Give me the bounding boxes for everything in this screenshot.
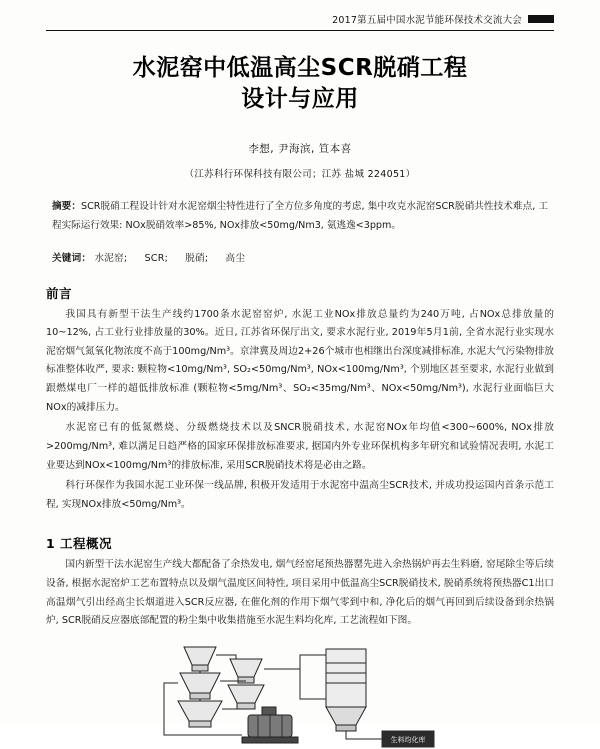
author-list: 李想, 尹海滨, 笪本喜	[248, 143, 352, 156]
abstract	[46, 198, 554, 235]
title-line-2: 设计与应用	[241, 86, 359, 113]
section-heading-project-overview: 1 工程概况	[46, 536, 113, 552]
abstract-label: 摘要：	[52, 201, 82, 213]
paragraph: 国内新型干法水泥窑生产线大都配备了余热发电, 烟气经窑尾预热器罂先进入余热锅炉再去生料磨, 窑尾除尘等后续设备, 根据水泥窑炉工艺布置特点以及烟气温度区间特性, 项目采用中低温高尘SCR脱硝技术, 脱硝系统将预热器C1出口高温烟气引出经高尘长烟道进入SCR反应器, 在催化剂的作用下烟气零到中和, 净化后的烟气再回到后续设备到余热锅炉, SCR脱硝反应器底部配置的粉尘集中收集措施至水泥生料均化库, 工艺流程如下图。	[46, 559, 554, 627]
paragraph: 我国具有新型干法生产线约1700条水泥窑窑炉, 水泥工业NOx排放总量约为240万吨, 占NOx总排放量的10~12%, 占工业行业排放量的30%。近日, 江苏省环保厅出文, 要求水泥行业, 2019年5月1前, 全省水泥行业实现水泥窑烟气氮氧化物浓度不高于100mg/Nm³。京津冀及周边2+26个城市也相继出台深度减排标准, 水泥大气污染物排放标准整体收严, 要求: 颗粒物<10mg/Nm³, SO₂<50mg/Nm³, NOx<100mg/Nm³, 个别地区甚至要求, 水泥行业做到跟燃煤电厂一样的超低排放标准 (颗粒物<5mg/Nm³、SO₂<35mg/Nm³、NOx<50mg/Nm³), 水泥行业面临巨大NOx的减排压力。	[46, 308, 554, 413]
figure-label-raw-meal-silo: 生料均化库	[390, 735, 426, 744]
paragraph: 水泥窑已有的低氮燃烧、分级燃烧技术以及SNCR脱硝技术, 水泥窑NOx年均值<300~600%, NOx排放>200mg/Nm³, 难以满足日趋严格的国家环保排放标准要求, 据国内外专业环保机构多年研究和试验情况表明, 水泥工业要达到NOx<100mg/Nm³的排放标准, 采用SCR脱硝技术将是必由之路。	[46, 422, 554, 471]
section-heading-preface: 前言	[46, 285, 73, 301]
header-divider	[46, 30, 554, 31]
affiliation: （江苏科行环保科技有限公司；江苏 盐城 224051）	[184, 169, 416, 181]
keywords-label: 关键词：	[52, 252, 92, 264]
abstract-text: SCR脱硝工程设计针对水泥窑烟尘特性进行了全方位多角度的考虑, 集中攻克水泥窑SCR脱硝共性技术难点, 工程实际运行效果: NOx脱硝效率>85%, NOx排放<50mg/Nm3, 氨逃逸<3ppm。	[52, 201, 549, 231]
scr-reactor	[326, 649, 366, 731]
keyword-item: SCR;	[144, 252, 169, 264]
scr-process-flow-diagram	[150, 639, 450, 749]
paragraph: 科行环保作为我国水泥工业环保一线品牌, 积极开发适用于水泥窑中温高尘SCR技术, 并成功投运国内首条示范工程, 实现NOx排放<50mg/Nm³。	[46, 480, 554, 510]
keywords-items	[94, 253, 259, 264]
keyword-item: 脱硝;	[185, 252, 209, 264]
article-title	[46, 53, 554, 115]
process-flow-figure	[46, 639, 554, 749]
keyword-item: 水泥窑;	[94, 252, 128, 264]
keywords	[46, 250, 554, 264]
page-header	[46, 0, 554, 30]
cyclone-stack-mid	[228, 659, 264, 709]
conference-title: 2017第五届中国水泥节能环保技术交流大会	[332, 15, 522, 26]
keyword-item: 高尘	[225, 252, 246, 264]
title-line-1: 水泥窑中低温高尘SCR脱硝工程	[132, 55, 468, 81]
cyclone-stack-left	[178, 647, 222, 727]
header-black-bar-icon	[528, 15, 554, 23]
